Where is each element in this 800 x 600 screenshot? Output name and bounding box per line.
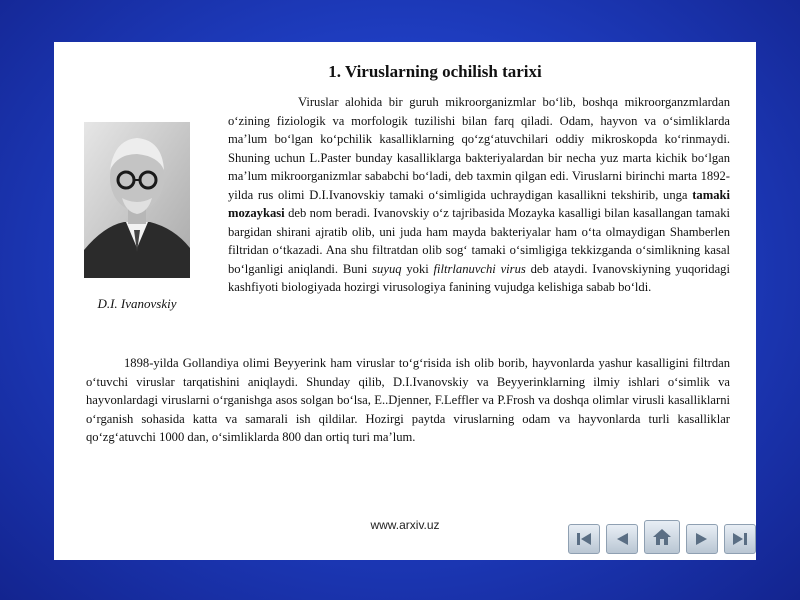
footer-url: www.arxiv.uz — [370, 518, 440, 532]
slide-title: 1. Viruslarning ochilish tarixi — [328, 62, 542, 81]
italic-term-1: suyuq — [372, 261, 402, 276]
next-slide-icon — [693, 531, 711, 547]
paragraph-1-text-a: Viruslar alohida bir guruh mikroorganizmlar bo‘lib, boshqa mikroorganzmlardan o‘zining fiziologik va morfologik tuzilishi bilan farq qiladi. Odam, hayvon va o‘simliklarda ma’lum bo‘lgan ko‘pchilik kasalliklarning qo‘zg‘atuvchilari oddiy mikroskopda ko‘rinmaydi. Shuning uchun L.Paster bunday kasalliklarga bakteriyalardan bir necha yuz marta kichik bo‘lgan ma’lum mikroorganizmlar sababchi bo‘ladi, deb taxmin qilgan edi. Viruslarni birinchi marta 1892-yilda rus olimi D.I.Ivanovskiy tamaki o‘simligida uchraydigan kasallikni tekshirib, unga — [228, 95, 730, 202]
paragraph-1-text-c: yoki — [406, 261, 429, 276]
bold-term: tamaki mozaykasi — [228, 187, 730, 220]
home-icon — [652, 528, 672, 546]
slide-navigation — [568, 524, 756, 554]
last-slide-icon — [731, 531, 749, 547]
prev-slide-button[interactable] — [606, 524, 638, 554]
paragraph-2: 1898-yilda Gollandiya olimi Beyyerink ham viruslar to‘g‘risida ish olib borib, hayvonlarda yashur kasalligini filtrdan o‘tuvchi viruslar tarqatishini aniqlaydi. Shunday qilib, D.I.Ivanovskiy va Beyyerinklarning ilmiy ishlari o‘simlik va hayvonlardagi viruslarni o‘rganishga asos solgan bo‘lsa, E..Djenner, F.Leffler va P.Frosh va doshqa olimlar virusli kasalliklarni o‘rganish sohasida katta va samarali ish qildilar. Hozirgi paytda viruslarning odam va hayvonlarda turli kasalliklar qo‘zg‘atuvchi 1000 dan, o‘simliklarda 800 dan ortiq turi ma’lum. — [86, 356, 730, 444]
first-slide-icon — [575, 531, 593, 547]
paragraph-1 — [228, 93, 730, 297]
italic-term-2: filtrlanuvchi virus — [433, 261, 526, 276]
first-slide-button[interactable] — [568, 524, 600, 554]
home-button[interactable] — [644, 520, 680, 554]
slide — [54, 42, 756, 560]
next-slide-button[interactable] — [686, 524, 718, 554]
last-slide-button[interactable] — [724, 524, 756, 554]
prev-slide-icon — [613, 531, 631, 547]
portrait-caption: D.I. Ivanovskiy — [97, 296, 177, 311]
paragraph-1-text-d: deb ataydi. Ivanovskiyning yuqoridagi kashfiyoti biologiyada hozirgi virusologiya fanining vujudga kelishiga sabab bo‘ldi. — [228, 261, 730, 294]
portrait-photo — [84, 122, 190, 278]
paragraph-1-text-b: deb nom beradi. Ivanovskiy o‘z tajribasida Mozayka kasalligi bilan kasallangan tamaki bargidan shirani ajratib olib, uni juda ham mayda bakteriyalar ham o‘ta olmaydigan Shamberlen filtridan o‘tkazadi. Ana shu filtratdan olib sog‘ tamaki o‘simligiga tekkizganda o‘simlikning kasal bo‘lganligi aniqlandi. Buni — [228, 206, 730, 276]
